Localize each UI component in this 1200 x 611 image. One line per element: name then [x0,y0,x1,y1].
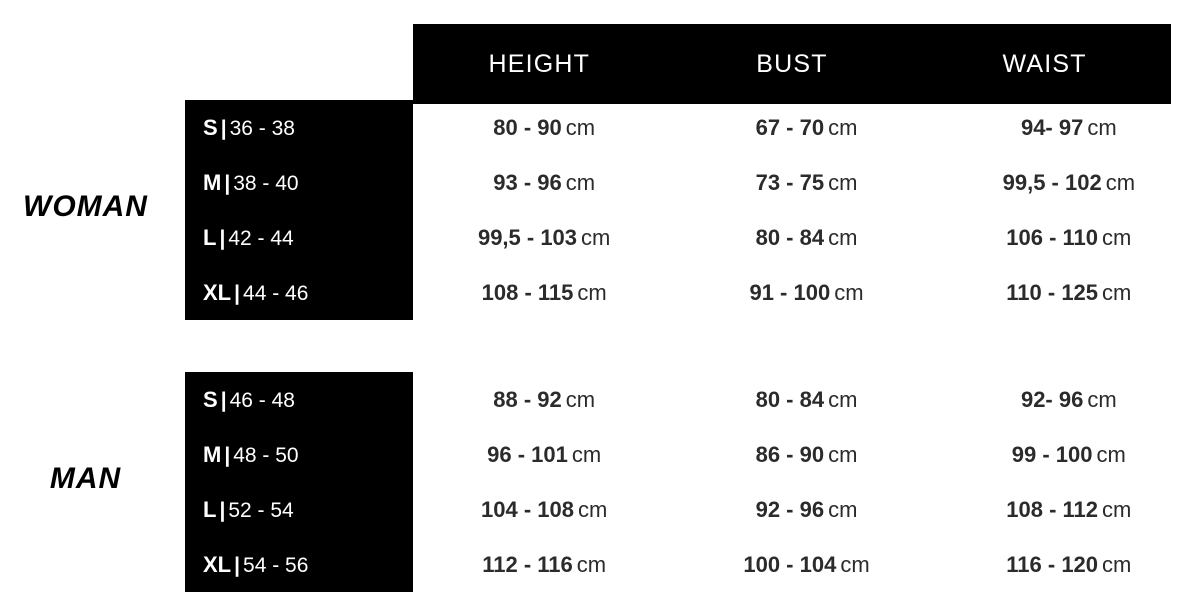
cell-bust-unit: cm [828,441,858,467]
cell-waist-value: 106 - 110 [1006,224,1099,250]
size-range: 36 - 38 [229,116,295,140]
cell-waist-unit: cm [1102,496,1132,522]
size-separator: | [224,443,231,467]
cell-waist-value: 92- 96 [1020,386,1084,412]
cell-bust-value: 86 - 90 [755,441,825,467]
size-cell [0,170,413,196]
size-range: 52 - 54 [228,498,294,522]
cell-waist-value: 94- 97 [1020,114,1084,140]
size-separator: | [219,226,226,250]
size-cell [0,552,413,578]
size-code: L [203,496,217,522]
cell-height-unit: cm [565,169,596,195]
size-code: S [203,386,218,412]
cell-waist-value: 108 - 112 [1006,496,1099,522]
cell-height-unit: cm [577,279,607,305]
cell-height-unit: cm [565,386,596,412]
cell-height-value: 93 - 96 [493,169,562,195]
cell-height-value: 112 - 116 [482,551,573,577]
cell-waist [938,280,1200,306]
cell-height [413,497,675,523]
cell-waist-value: 99,5 - 102 [1002,169,1102,195]
size-code: XL [203,551,232,577]
cell-bust-value: 67 - 70 [755,114,825,140]
size-range: 42 - 44 [228,226,294,250]
cell-bust [675,442,937,468]
cell-waist [938,442,1200,468]
table-row [0,100,1200,155]
cell-waist-unit: cm [1096,441,1126,467]
size-cell [0,115,413,141]
cell-bust [675,170,937,196]
table-row [0,210,1200,265]
cell-bust-unit: cm [828,386,858,412]
table-row [0,155,1200,210]
size-separator: | [220,116,227,140]
cell-waist-unit: cm [1102,551,1132,577]
cell-height [413,552,675,578]
size-separator: | [234,553,241,577]
cell-bust-unit: cm [840,551,870,577]
cell-height-value: 99,5 - 103 [477,224,578,250]
cell-height-unit: cm [565,114,596,140]
cell-bust [675,225,937,251]
table-row [0,537,1200,592]
section-man [0,372,1200,592]
cell-waist [938,115,1200,141]
size-separator: | [220,388,227,412]
cell-bust-unit: cm [828,496,858,522]
section-woman [0,100,1200,320]
size-code: XL [203,279,232,305]
size-range: 44 - 46 [243,281,309,305]
table-row [0,372,1200,427]
cell-bust-unit: cm [828,224,858,250]
size-code: S [203,114,218,140]
cell-bust-unit: cm [828,169,858,195]
cell-bust [675,115,937,141]
column-header-waist: WAIST [1002,49,1087,78]
cell-bust [675,387,937,413]
cell-waist [938,552,1200,578]
cell-height [413,442,675,468]
cell-height [413,387,675,413]
cell-bust-unit: cm [828,114,858,140]
cell-height-value: 80 - 90 [493,114,562,140]
size-range: 54 - 56 [243,553,309,577]
cell-waist-value: 116 - 120 [1006,551,1099,577]
group-label-man: MAN [49,462,122,495]
rows-man [0,372,1200,592]
cell-height-unit: cm [581,224,611,250]
column-header-height: HEIGHT [488,49,591,78]
size-separator: | [219,498,226,522]
size-code: L [203,224,217,250]
cell-waist-unit: cm [1087,114,1117,140]
size-cell [0,387,413,413]
cell-height [413,225,675,251]
cell-bust-value: 91 - 100 [749,279,831,305]
cell-height-value: 96 - 101 [487,441,568,467]
cell-bust-value: 80 - 84 [755,224,825,250]
table-row [0,427,1200,482]
cell-waist-unit: cm [1102,279,1132,305]
cell-waist-value: 99 - 100 [1011,441,1093,467]
cell-height-unit: cm [576,551,607,577]
cell-waist [938,225,1200,251]
size-cell [0,442,413,468]
cell-height [413,170,675,196]
cell-bust-value: 92 - 96 [755,496,825,522]
size-range: 46 - 48 [229,388,295,412]
table-row [0,265,1200,320]
cell-height-unit: cm [571,441,602,467]
size-cell [0,225,413,251]
size-separator: | [234,281,241,305]
size-range: 38 - 40 [233,171,299,195]
cell-height-value: 88 - 92 [493,386,562,412]
cell-height-unit: cm [577,496,608,522]
cell-waist-unit: cm [1087,386,1117,412]
size-separator: | [224,171,231,195]
column-headers [413,24,1171,104]
cell-bust-value: 73 - 75 [755,169,825,195]
cell-height-value: 108 - 115 [481,279,574,305]
group-label-woman: WOMAN [23,190,148,223]
size-cell [0,280,413,306]
cell-bust-unit: cm [834,279,864,305]
cell-waist-value: 110 - 125 [1006,279,1099,305]
cell-bust [675,280,937,306]
rows-woman [0,100,1200,320]
size-code: M [203,441,222,467]
table-row [0,482,1200,537]
cell-height-value: 104 - 108 [481,496,574,522]
size-code: M [203,169,222,195]
column-header-bust: BUST [756,49,828,78]
cell-waist-unit: cm [1105,169,1136,195]
size-cell [0,497,413,523]
cell-height [413,280,675,306]
cell-bust [675,497,937,523]
cell-bust [675,552,937,578]
cell-bust-value: 80 - 84 [755,386,825,412]
size-range: 48 - 50 [233,443,299,467]
cell-waist [938,387,1200,413]
cell-waist-unit: cm [1102,224,1132,250]
cell-waist [938,170,1200,196]
cell-height [413,115,675,141]
cell-bust-value: 100 - 104 [743,551,837,577]
cell-waist [938,497,1200,523]
